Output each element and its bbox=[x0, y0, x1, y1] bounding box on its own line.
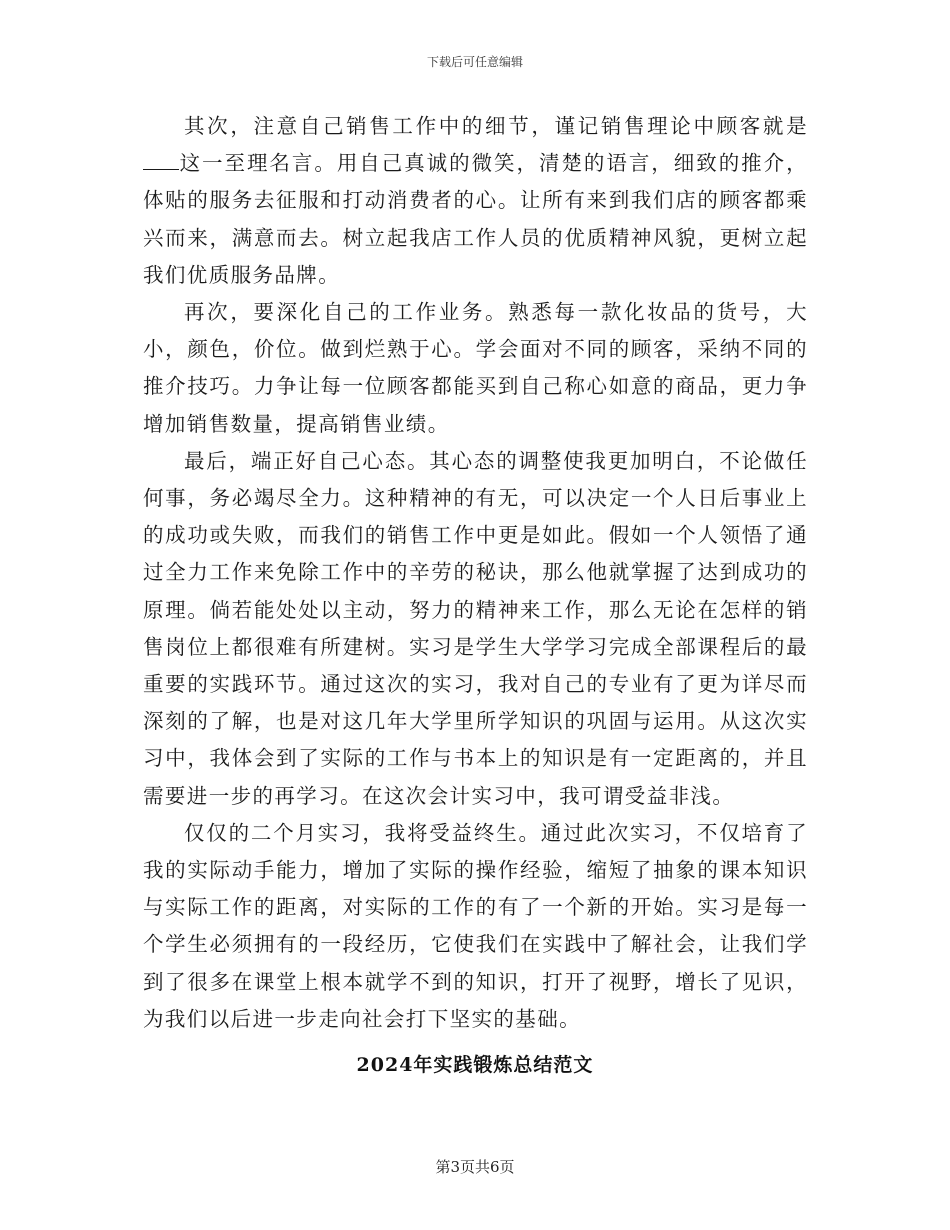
section-title: 2024年实践锻炼总结范文 bbox=[356, 1054, 594, 1076]
page-footer: 第3页共6页 bbox=[435, 1158, 515, 1176]
document-body bbox=[143, 108, 808, 1038]
paragraph-details bbox=[143, 108, 808, 294]
paragraph-details-rest: 这一至理名言。用自己真诚的微笑，清楚的语言，细致的推介，体贴的服务去征服和打动消费者的心。让所有来到我们店的顾客都乘兴而来，满意而去。树立起我店工作人员的优质精神风貌，更树立起我们优质服务品牌。 bbox=[143, 151, 808, 287]
paragraph-attitude: 最后，端正好自己心态。其心态的调整使我更加明白，不论做任何事，务必竭尽全力。这种精神的有无，可以决定一个人日后事业上的成功或失败，而我们的销售工作中更是如此。假如一个人领悟了通过全力工作来免除工作中的辛劳的秘诀，那么他就掌握了达到成功的原理。倘若能处处以主动，努力的精神来工作，那么无论在怎样的销售岗位上都很难有所建树。实习是学生大学学习完成全部课程后的最重要的实践环节。通过这次的实习，我对自己的专业有了更为详尽而深刻的了解，也是对这几年大学里所学知识的巩固与运用。从这次实习中，我体会到了实际的工作与书本上的知识是有一定距离的，并且需要进一步的再学习。在这次会计实习中，我可谓受益非浅。 bbox=[143, 448, 808, 808]
paragraph-conclusion: 仅仅的二个月实习，我将受益终生。通过此次实习，不仅培育了我的实际动手能力，增加了实际的操作经验，缩短了抽象的课本知识与实际工作的距离，对实际的工作的有了一个新的开始。实习是每一个学生必须拥有的一段经历，它使我们在实践中了解社会，让我们学到了很多在课堂上根本就学不到的知识，打开了视野，增长了见识，为我们以后进一步走向社会打下坚实的基础。 bbox=[143, 820, 808, 1031]
fill-in-blank bbox=[143, 148, 179, 171]
paragraph-details-lead: 其次，注意自己销售工作中的细节，谨记销售理论中顾客就是 bbox=[184, 114, 808, 138]
page-header: 下载后可任意编辑 bbox=[426, 55, 523, 69]
paragraph-business: 再次，要深化自己的工作业务。熟悉每一款化妆品的货号，大小，颜色，价位。做到烂熟于心。学会面对不同的顾客，采纳不同的推介技巧。力争让每一位顾客都能买到自己称心如意的商品，更力争增加销售数量，提高销售业绩。 bbox=[143, 300, 808, 436]
